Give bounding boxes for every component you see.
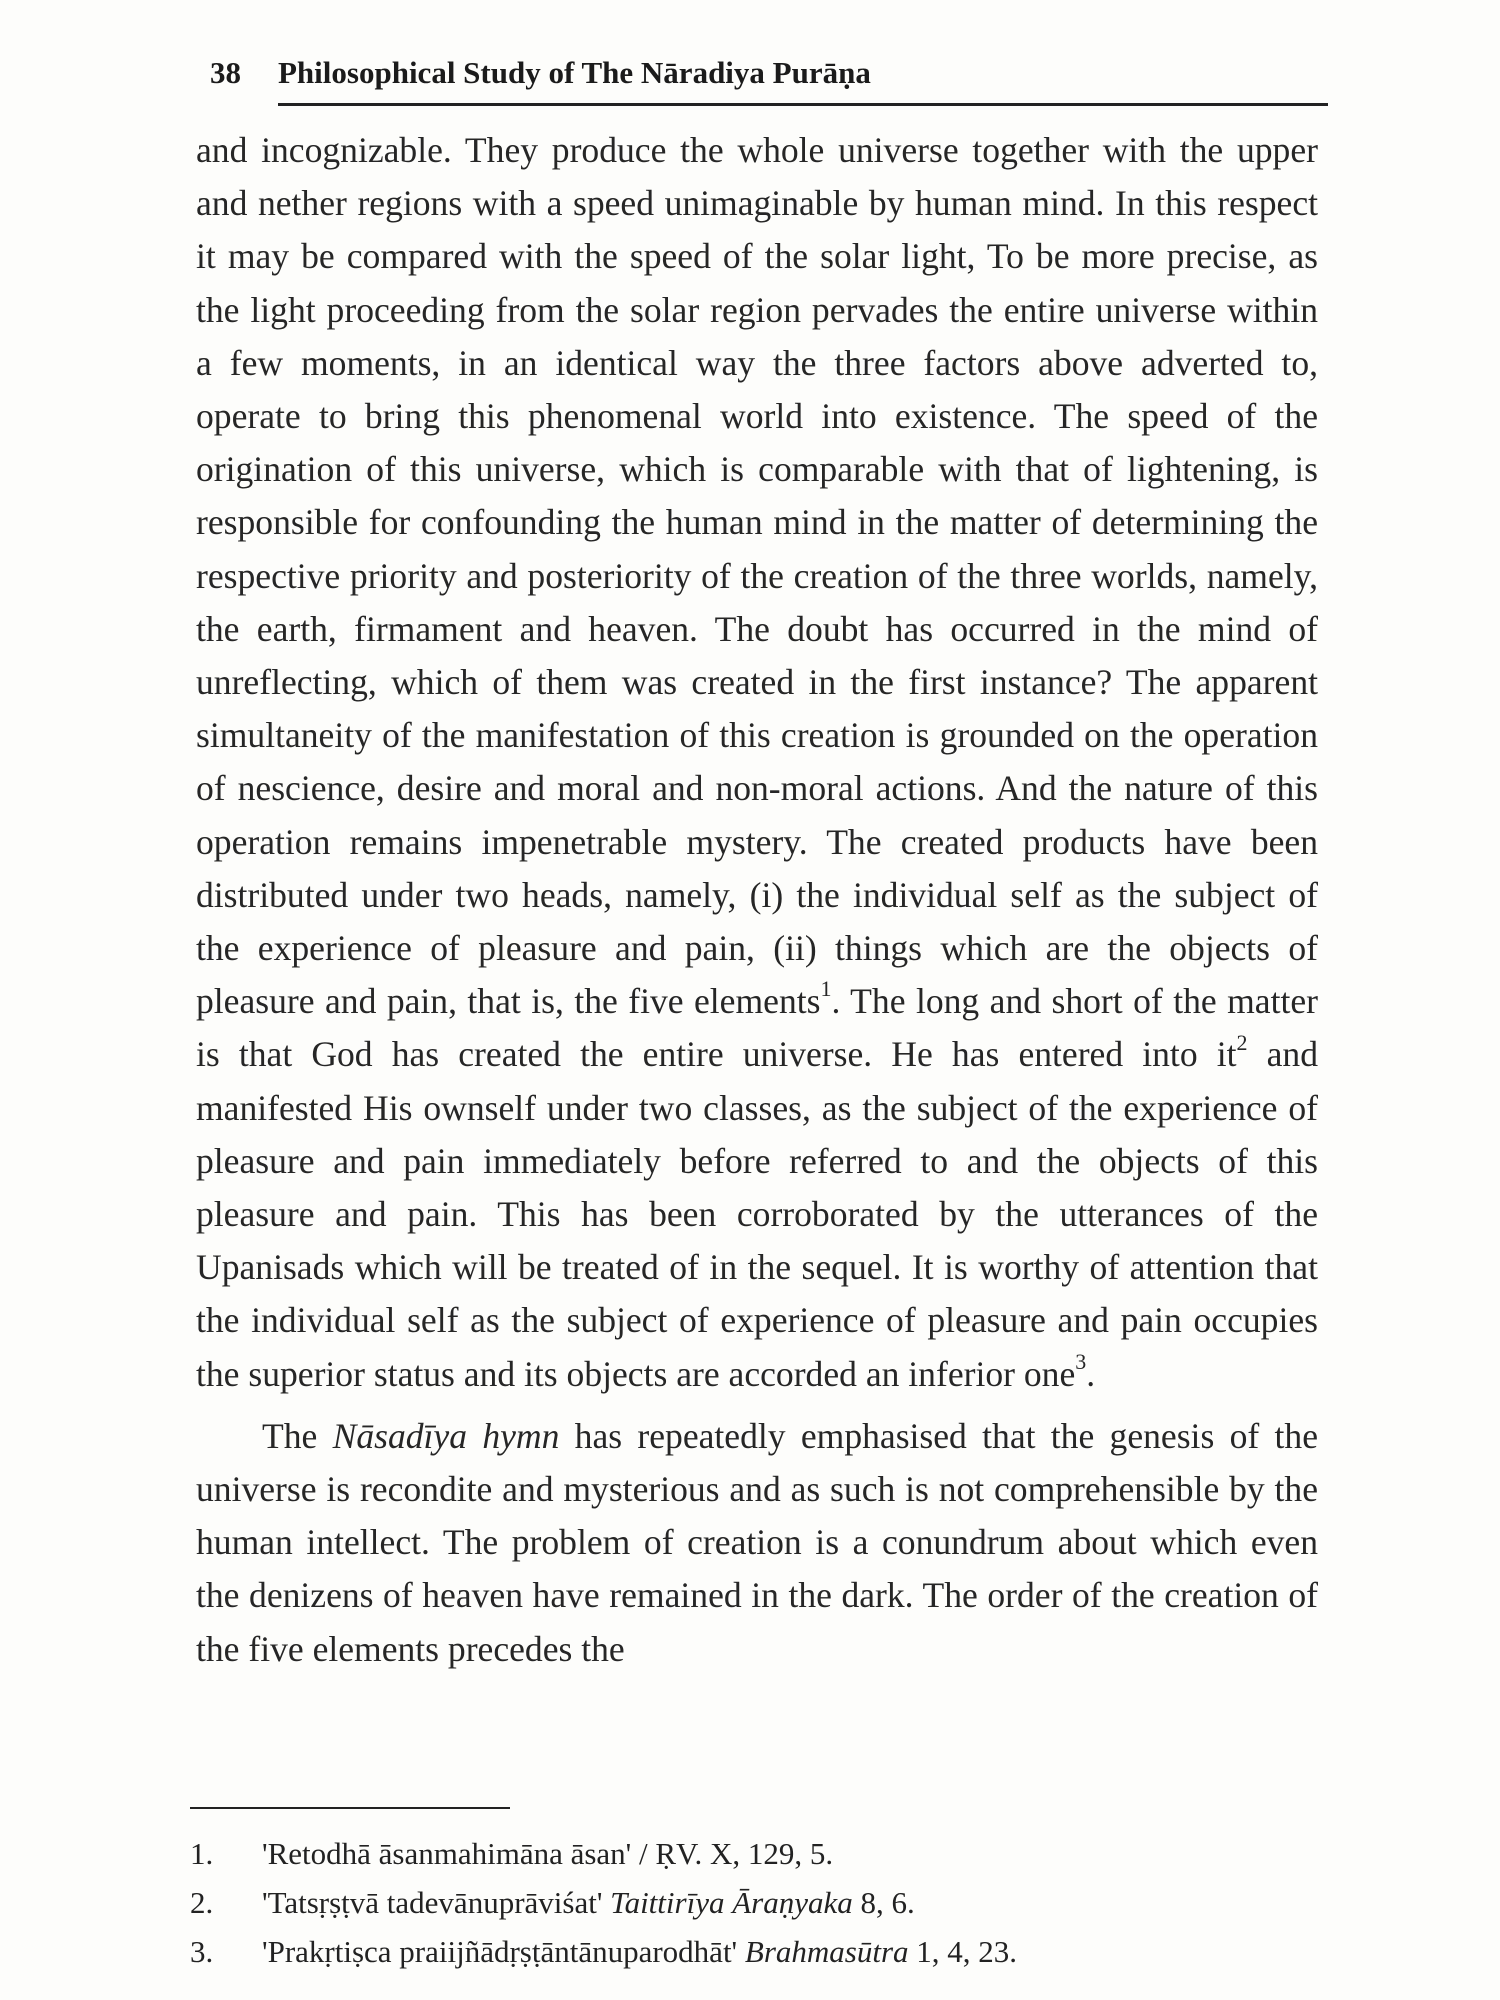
running-title: Philosophical Study of The Nāradiya Purāṇa	[278, 55, 871, 90]
footnote-number: 3.	[190, 1934, 214, 1969]
paragraph-1-text-a: and incognizable. They produce the whole universe together with the upper and nether regions with a speed unimaginable by human mind. In this respect it may be compared with the speed of the solar light, To be more precise, as the light proceeding from the solar region pervades the entire universe within a few moments, in an identical way the three factors above adverted to, operate to bring this phenomenal world into existence. The speed of the origination of this universe, which is comparable with that of lightening, is responsible for confounding the human mind in the matter of determining the respective priority and posteriority of the creation of the three worlds, namely, the earth, firmament and heaven. The doubt has occurred in the mind of unreflecting, which of them was created in the first instance? The apparent simultaneity of the manifestation of this creation is grounded on the operation of nescience, desire and moral and non-moral actions. And the nature of this operation remains impenetrable mystery. The created products have been distributed under two heads, namely, (i) the individual self as the subject of the experience of pleasure and pain, (ii) things which are the objects of pleasure and pain, that is, the five elements	[196, 130, 1318, 1022]
footnote-text: 'Tatsṛṣṭvā tadevānuprāviśat'	[262, 1885, 603, 1920]
footnote-ref-1: 1	[820, 976, 832, 1002]
paragraph-1-text-b: . The long and short of the matter is that God has created the entire universe. He has entered into it	[196, 981, 1318, 1075]
body-text	[196, 124, 1318, 1676]
footnote-source: Taittirīya Āraṇyaka	[610, 1885, 853, 1920]
paragraph-1-text-c: and manifested His ownself under two classes, as the subject of the experience of pleasure and pain immediately before referred to and the objects of this pleasure and pain. This has been corroborated by the utterances of the Upanisads which will be treated of in the sequel. It is worthy of attention that the individual self as the subject of experience of pleasure and pain occupies the superior status and its objects are accorded an inferior one	[196, 1034, 1318, 1394]
footnote-text: 'Prakṛtiṣca praiijñādṛṣṭāntānuparodhāt'	[262, 1934, 738, 1969]
footnote-rule	[190, 1807, 510, 1809]
footnote-ref-2: 2	[1236, 1029, 1248, 1055]
header-rule	[278, 103, 1328, 106]
paragraph-2-text-a: The	[262, 1415, 333, 1456]
footnote-ref: 8, 6.	[852, 1885, 915, 1920]
footnote-ref: 1, 4, 23.	[908, 1934, 1018, 1969]
footnotes	[190, 1832, 1320, 1979]
paragraph-1-text-d: .	[1086, 1353, 1096, 1394]
running-head	[210, 55, 1330, 103]
footnote-3	[190, 1930, 1320, 1979]
footnote-number: 1.	[190, 1836, 214, 1871]
paragraph-1	[196, 124, 1318, 1401]
footnote-number: 2.	[190, 1885, 214, 1920]
paragraph-2	[196, 1410, 1318, 1676]
footnote-text: 'Retodhā āsanmahimāna āsan' / ṚV. X, 129, 5.	[262, 1836, 834, 1871]
footnote-2	[190, 1881, 1320, 1930]
footnote-ref-3: 3	[1075, 1348, 1087, 1374]
nasadiya-hymn-title: Nāsadīya hymn	[332, 1415, 560, 1456]
page-number: 38	[210, 55, 241, 90]
footnote-source: Brahmasūtra	[744, 1934, 909, 1969]
paragraph-2-text-b: has repeatedly emphasised that the genesis of the universe is recondite and mysterious and as such is not comprehensible by the human intellect. The problem of creation is a conundrum about which even the denizens of heaven have remained in the dark. The order of the creation of the five elements precedes the	[196, 1415, 1318, 1669]
footnote-1	[190, 1832, 1320, 1881]
